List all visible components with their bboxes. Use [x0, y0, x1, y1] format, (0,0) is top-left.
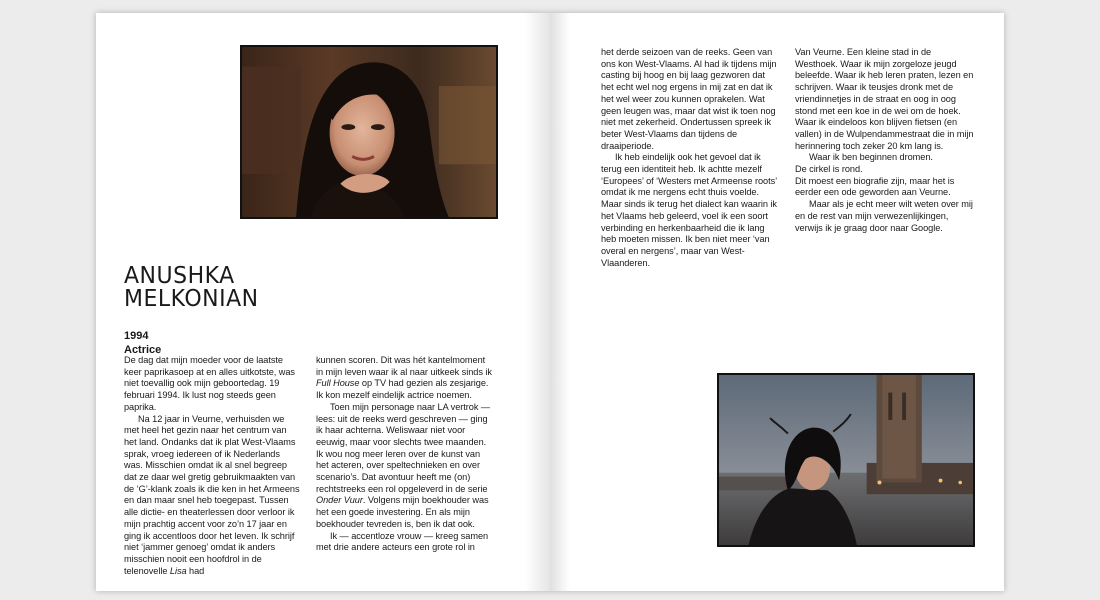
magazine-spread [96, 13, 1004, 591]
right-page [550, 13, 1004, 591]
article-meta [124, 329, 161, 357]
paragraph-text: Van Veurne. Een kleine stad in de Westhoek. Waar ik mijn zorgeloze jeugd beleefde. Waar ik heb leren praten, lezen en schrijven. Waar ik teusjes dronk met de vriendinnetjes in de straat en oog in oog stond met een koe in de wei om de hoek. Waar ik eindeloos kon blijven fietsen (en vallen) in de Wulpendammestraat die in mijn herinnering toch zeker 20 km lang is. [795, 47, 974, 151]
paragraph-text: op TV had gezien als zesjarige. Ik kon mezelf eindelijk actrice noemen. [316, 378, 489, 401]
body-paragraph [316, 402, 494, 531]
paragraph-text: Na 12 jaar in Veurne, verhuisden we met heel het gezin naar het centrum van het land. Ondanks dat ik plat West-Vlaams sprak, vroeg iedereen of ik Nederlands was. Misschien omdat ik al snel begreep dat ze daar wel gretig gebruikmaakten van de ‘G’-klank zoals ik die ken in het Armeens en dan maar snel heb toegepast. Tussen alle dictie- en theaterlessen door verloor ik mijn prachtig accent voor zo’n 17 jaar en ging ik accentloos door het leven. Ik schrijf niet ‘jammer genoeg’ omdat ik anders misschien nooit een hoofdrol in de telenovelle [124, 413, 300, 576]
paragraph-text: Toen mijn personage naar LA vertrok — lees: uit de reeks werd geschreven — ging ik haar achterna. Weliswaar niet voor eeuwig, maar voor slechts twee maanden. Ik wou nog meer leren over de kunst van het acteren, over speltechnieken en over scenario’s. Dat avontuur heeft me (on) rechtstreeks een rol opgeleverd in de serie [316, 401, 491, 494]
text-column-1 [124, 355, 300, 577]
left-gutter-shadow [524, 13, 550, 591]
paragraph-text: had [186, 565, 205, 576]
body-paragraph [795, 47, 975, 152]
paragraph-text: kunnen scoren. Dit was hét kantelmoment in mijn leven waar ik al naar uitkeek sinds ik [316, 355, 492, 377]
body-paragraph [795, 199, 975, 234]
body-paragraph [795, 164, 975, 176]
title-reference: Onder Vuur [316, 495, 363, 506]
article-title [124, 262, 259, 313]
text-column-4 [795, 47, 975, 234]
title-reference: Full House [316, 378, 360, 389]
body-paragraph [795, 152, 975, 164]
birth-year: 1994 [124, 330, 149, 342]
paragraph-text: Ik heb eindelijk ook het gevoel dat ik terug een identiteit heb. Ik achtte mezelf ‘Europees’ of ‘Westers met Armeense roots’ omdat ik me nergens echt thuis voelde. Maar sinds ik terug het dialect kan waarin ik het Vlaams heb geleerd, voel ik een soort verbinding en herkenbaarheid die ik lang heb moeten missen. Ik ben niet meer ‘van overal en nergens’, maar van West-Vlaanderen. [601, 152, 777, 268]
paragraph-text: De dag dat mijn moeder voor de laatste keer paprikasoep at en alles uitkotste, was niet toevallig ook mijn geboortedag. 19 februari 1994. Ik lust nog steeds geen paprika. [124, 355, 295, 412]
body-paragraph [795, 176, 975, 199]
paragraph-text: Ik — accentloze vrouw — kreeg samen met drie andere acteurs een grote rol in [316, 530, 489, 553]
body-paragraph [601, 152, 779, 269]
body-paragraph [601, 47, 779, 152]
paragraph-text: Waar ik ben beginnen dromen. [809, 152, 933, 163]
title-first-name: ANUSHKA [124, 262, 235, 290]
paragraph-text: De cirkel is rond. [795, 164, 863, 175]
street-photo-image [719, 375, 973, 545]
paragraph-text: . Volgens mijn boekhouder was het een goede investering. En als mijn boekhouder tevreden is, ben ik dat ook. [316, 495, 489, 529]
body-paragraph [316, 531, 494, 554]
title-reference: Lisa [169, 565, 187, 576]
portrait-photo-image [242, 47, 496, 217]
paragraph-text: het derde seizoen van de reeks. Geen van ons kon West-Vlaams. Al had ik tijdens mijn casting bij hoog en bij laag gezworen dat het echt wel nog ergens in mij zat en dat ik het wel weer zou kunnen oprakelen. Wat geen leugen was, maar dat wist ik toen nog niet met zekerheid. Ondertussen spreek ik beter West-Vlaams dan tijdens de draaiperiode. [601, 47, 777, 151]
street-photo [717, 373, 975, 547]
text-column-3 [601, 47, 779, 269]
body-paragraph [124, 414, 300, 578]
title-last-name: MELKONIAN [124, 286, 259, 313]
right-gutter-shadow [550, 13, 570, 591]
body-paragraph [316, 355, 494, 402]
body-paragraph [124, 355, 300, 414]
profession: Actrice [124, 344, 162, 356]
text-column-2 [316, 355, 494, 554]
left-page [96, 13, 550, 591]
paragraph-text: Dit moest een biografie zijn, maar het is eerder een ode geworden aan Veurne. [795, 175, 955, 198]
paragraph-text: Maar als je echt meer wilt weten over mij en de rest van mijn verwezenlijkingen, verwijs ik je graag door naar Google. [795, 199, 973, 233]
portrait-photo [240, 45, 498, 219]
